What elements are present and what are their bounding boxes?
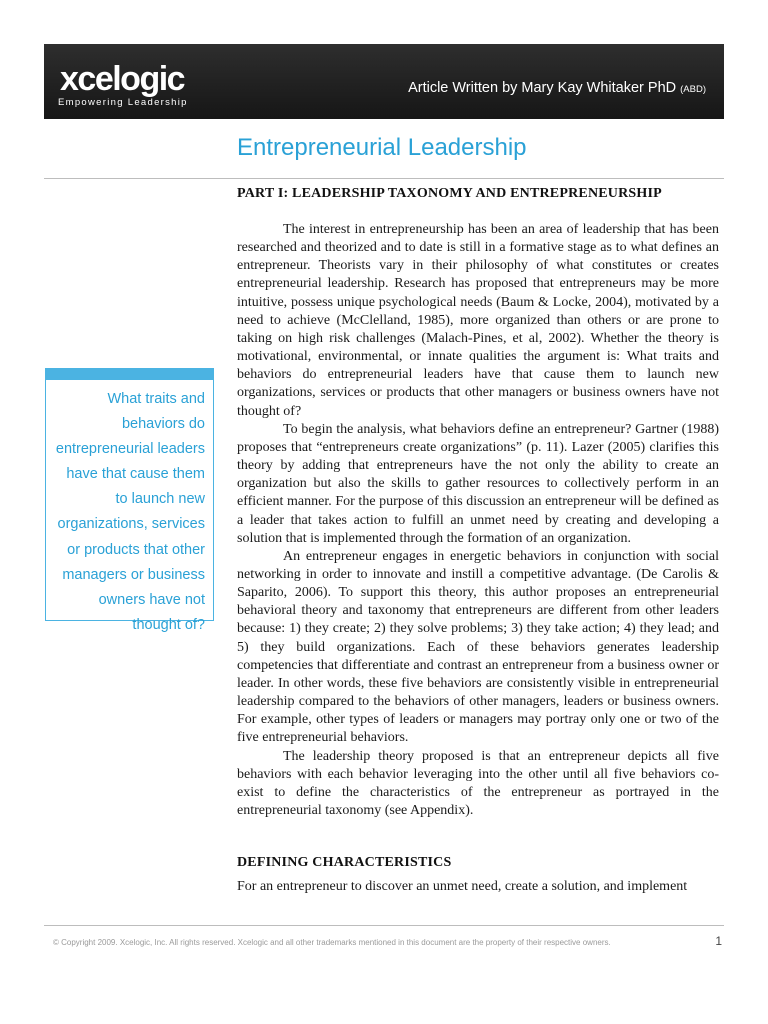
section-heading-defining: DEFINING CHARACTERISTICS: [237, 855, 452, 870]
paragraph-2: To begin the analysis, what behaviors define an entrepreneur? Gartner (1988) proposes that “entrepreneurs create organizations” (p. 11). Lazer (2005) clarifies this theory by adding that entrepreneurs have the not only the ability to create an organization but also the skills to gather resources to collectively perform in an efficient manner. For the purpose of this discussion an entrepreneur will be defined as a leader that takes action to fulfill an unmet need by creating and developing a solution that is implemented through the formation of an organization.: [237, 421, 719, 546]
byline-text: Article Written by Mary Kay Whitaker PhD: [408, 80, 677, 96]
copyright-footer: © Copyright 2009. Xcelogic, Inc. All rights reserved. Xcelogic and all other trademarks mentioned in this document are the property of their respective owners.: [53, 938, 611, 947]
paragraph-1: The interest in entrepreneurship has been an area of leadership that has been researched and theorized and to date is still in a formative stage as to what defines an entrepreneur. Theorists vary in their philosophy of what constitutes or creates entrepreneurial leadership. Research has proposed that entrepreneurs may be more intuitive, possess unique psychological needs (Baum & Locke, 2004), motivated by a need to achieve (McClelland, 1985), more organized than others or are prone to taking on high risk challenges (Malach-Pines, et al, 2002). Whether the theory is motivational, environmental, or innate qualities the argument is: What traits and behaviors do entrepreneurial leaders have that cause them to launch new organizations, services or products that other managers or business owners have not thought of?: [237, 222, 719, 419]
xcelogic-logo: xcelogic: [60, 60, 185, 98]
page-number: 1: [715, 934, 722, 948]
article-body: [237, 221, 719, 820]
divider-bottom: [44, 925, 724, 926]
divider-top: [44, 178, 724, 179]
byline-suffix: (ABD): [680, 84, 706, 95]
logo-tagline: Empowering Leadership: [58, 97, 188, 108]
header-banner: [44, 44, 724, 119]
author-byline: [408, 80, 706, 96]
section-heading-part1: PART I: LEADERSHIP TAXONOMY AND ENTREPRENEURSHIP: [237, 186, 662, 201]
pull-quote: What traits and behaviors do entrepreneurial leaders have that cause them to launch new organizations, services or products that other managers or business owners have not thought of?: [45, 368, 214, 621]
paragraph-3: An entrepreneur engages in energetic behaviors in conjunction with social networking in order to innovate and instill a competitive advantage. (De Carolis & Saparito, 2006). To support this theory, this author proposes an entrepreneurial behavioral theory and taxonomy that entrepreneurs are different from other leaders because: 1) they create; 2) they solve problems; 3) they take action; 4) they lead; and 5) they build organizations. Each of these behaviors generates leadership competencies that differentiate and contrast an entrepreneur from a business owner or leader. In other words, these five behaviors are consistently visible in entrepreneurial leadership compared to the behaviors of other managers, leaders or business owners. For example, other types of leaders or managers may portray only one or two of the five entrepreneurial behaviors.: [237, 548, 719, 746]
page-title: Entrepreneurial Leadership: [237, 134, 527, 161]
paragraph-defining-start: For an entrepreneur to discover an unmet need, create a solution, and implement: [237, 879, 688, 894]
paragraph-4: The leadership theory proposed is that an entrepreneur depicts all five behaviors with each behavior leveraging into the other until all five behaviors co-exist to define the characteristics of the entrepreneur as portrayed in the entrepreneurial taxonomy (see Appendix).: [237, 748, 719, 818]
